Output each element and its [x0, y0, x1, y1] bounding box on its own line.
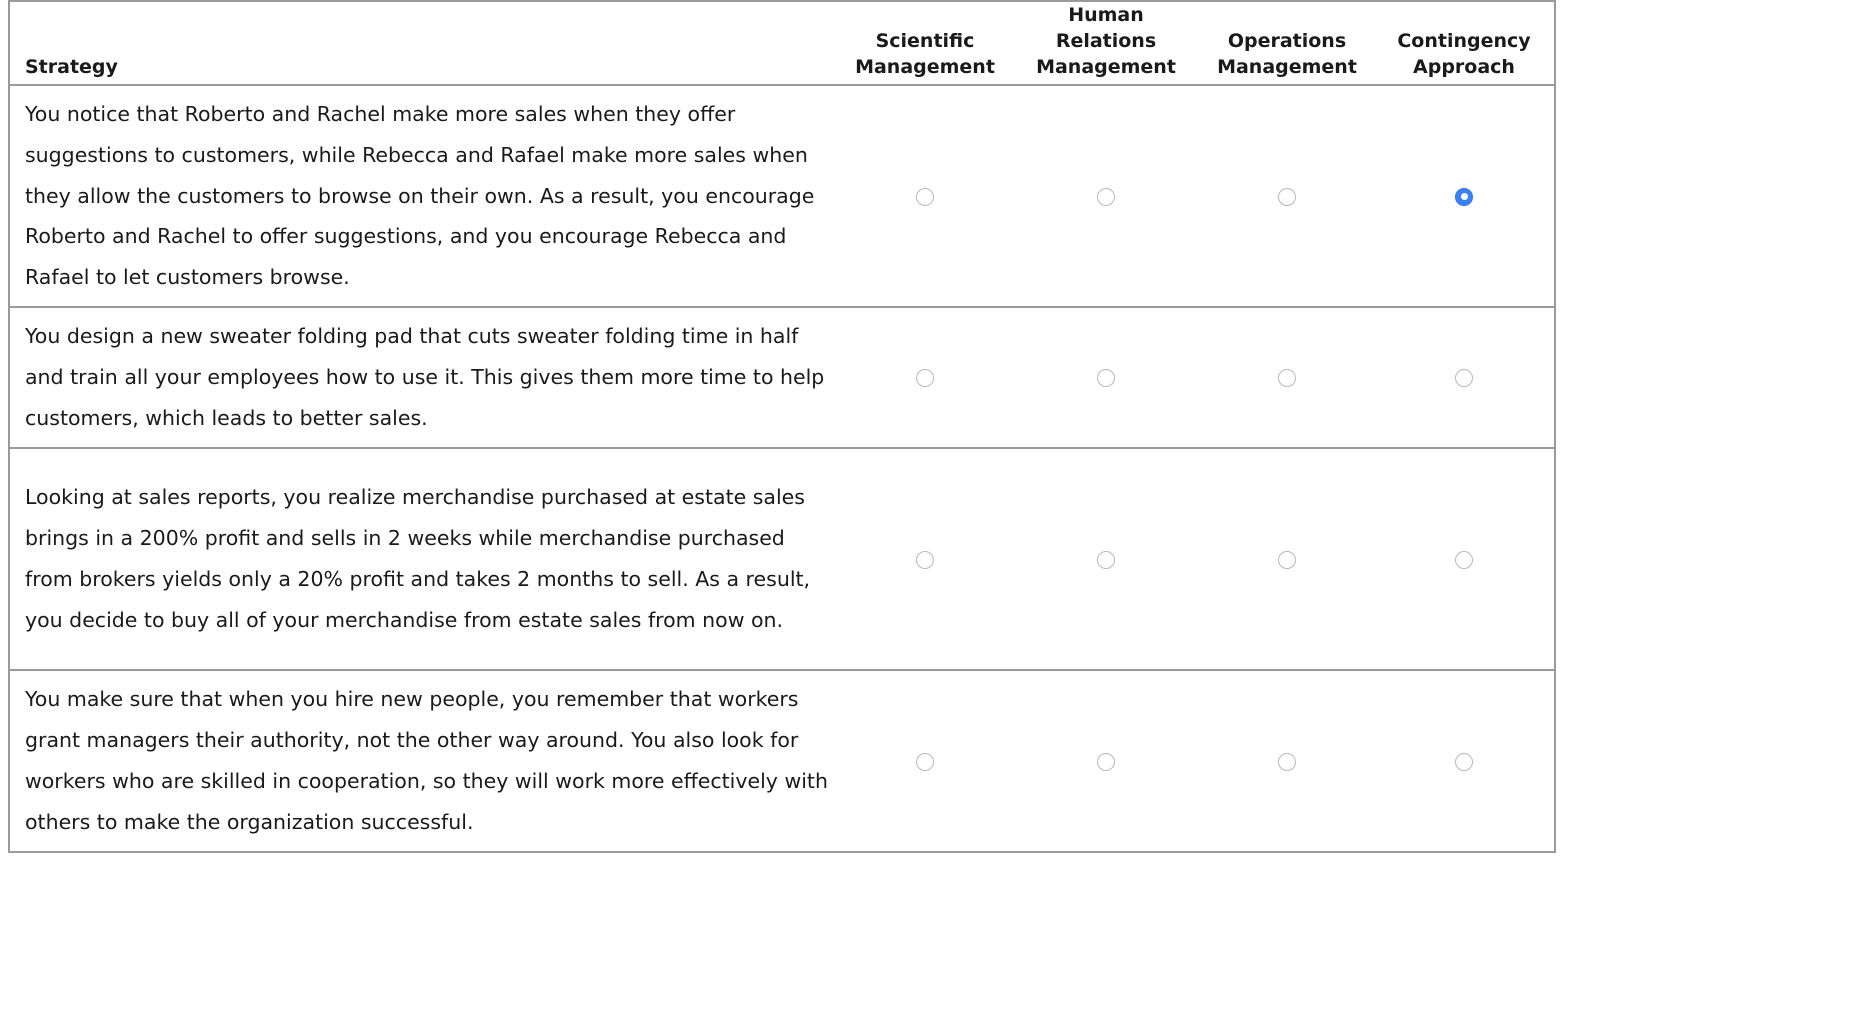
column-header-label: Human Relations Management	[1036, 4, 1176, 78]
radio-operations-management[interactable]	[1278, 369, 1296, 387]
choice-cell	[1372, 307, 1556, 448]
radio-scientific-management[interactable]	[916, 551, 934, 569]
choice-cell	[840, 670, 1010, 852]
choice-cell	[1202, 307, 1372, 448]
choice-cell	[840, 448, 1010, 670]
radio-human-relations-management[interactable]	[1097, 369, 1115, 387]
strategy-matrix-table	[8, 0, 1556, 853]
radio-contingency-approach[interactable]	[1455, 369, 1473, 387]
column-header-strategy: Strategy	[8, 0, 840, 85]
radio-scientific-management[interactable]	[916, 369, 934, 387]
choice-cell	[1202, 85, 1372, 307]
radio-contingency-approach[interactable]	[1455, 188, 1473, 206]
choice-cell	[1372, 670, 1556, 852]
strategy-statement: Looking at sales reports, you realize merchandise purchased at estate sales brings in a 200% profit and sells in 2 weeks while merchandise purchased from brokers yields only a 20% profit and takes 2 months to sell. As a result, you decide to buy all of your merchandise from estate sales from now on.	[25, 485, 811, 632]
radio-operations-management[interactable]	[1278, 753, 1296, 771]
choice-cell	[1372, 448, 1556, 670]
choice-cell	[1372, 85, 1556, 307]
choice-cell	[1010, 307, 1202, 448]
choice-cell	[1202, 670, 1372, 852]
column-header-label: Scientific Management	[855, 30, 995, 78]
radio-contingency-approach[interactable]	[1455, 753, 1473, 771]
table-row	[8, 670, 1556, 852]
radio-scientific-management[interactable]	[916, 188, 934, 206]
table-row	[8, 307, 1556, 448]
strategy-statement: You notice that Roberto and Rachel make more sales when they offer suggestions to customers, while Rebecca and Rafael make more sales when they allow the customers to browse on their own. As a result, you encourage Roberto and Rachel to offer suggestions, and you encourage Rebecca and Rafael to let customers browse.	[25, 102, 815, 290]
choice-cell	[1010, 670, 1202, 852]
radio-human-relations-management[interactable]	[1097, 188, 1115, 206]
radio-operations-management[interactable]	[1278, 188, 1296, 206]
radio-operations-management[interactable]	[1278, 551, 1296, 569]
strategy-statement: You make sure that when you hire new people, you remember that workers grant managers their authority, not the other way around. You also look for workers who are skilled in cooperation, so they will work more effectively with others to make the organization successful.	[25, 687, 828, 834]
table-row	[8, 448, 1556, 670]
column-header-human-relations-management	[1010, 0, 1202, 85]
header-row	[8, 0, 1556, 85]
choice-cell	[840, 85, 1010, 307]
choice-cell	[1010, 448, 1202, 670]
column-header-contingency-approach	[1372, 0, 1556, 85]
column-header-label: Contingency Approach	[1397, 30, 1531, 78]
radio-contingency-approach[interactable]	[1455, 551, 1473, 569]
radio-human-relations-management[interactable]	[1097, 753, 1115, 771]
choice-cell	[840, 307, 1010, 448]
radio-human-relations-management[interactable]	[1097, 551, 1115, 569]
radio-scientific-management[interactable]	[916, 753, 934, 771]
strategy-statement: You design a new sweater folding pad that cuts sweater folding time in half and train all your employees how to use it. This gives them more time to help customers, which leads to better sales.	[25, 324, 825, 430]
column-header-label: Operations Management	[1217, 30, 1357, 78]
choice-cell	[1010, 85, 1202, 307]
choice-cell	[1202, 448, 1372, 670]
table-row	[8, 85, 1556, 307]
column-header-scientific-management	[840, 0, 1010, 85]
column-header-operations-management	[1202, 0, 1372, 85]
